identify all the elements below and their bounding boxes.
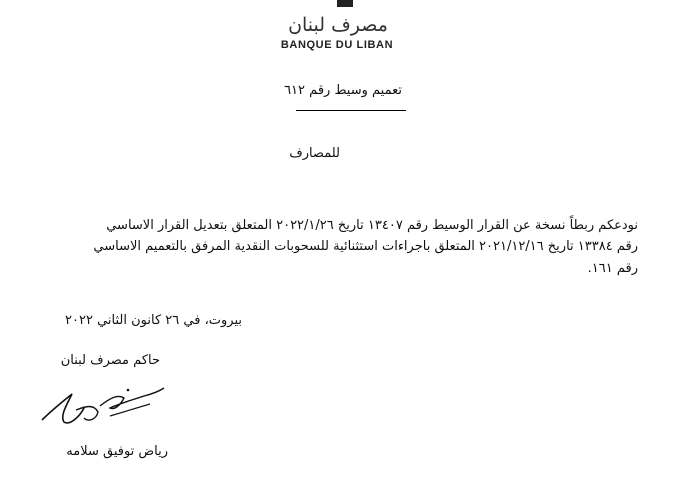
logo-english: BANQUE DU LIBAN	[280, 39, 394, 51]
logo-arabic: مصرف لبنان	[288, 14, 388, 36]
dateline: بيروت، في ٢٦ كانون الثاني ٢٠٢٢	[65, 313, 242, 328]
body-line-2: رقم ١٣٣٨٤ تاريخ ٢٠٢١/١٢/١٦ المتعلق باجراءات استثنائية للسحوبات النقدية المرفق بالتعميم الاساسي	[93, 239, 638, 254]
addressee: للمصارف	[289, 146, 340, 161]
body-line-3: رقم ١٦١.	[587, 261, 638, 276]
handwritten-signature	[40, 380, 170, 428]
body-line-1: نودعكم ربطاً نسخة عن القرار الوسيط رقم ١٣٤٠٧ تاريخ ٢٠٢٢/١/٢٦ المتعلق بتعديل القرار الاساسي	[106, 218, 638, 233]
signatory-title: حاكم مصرف لبنان	[60, 353, 160, 368]
logo-emblem-icon	[330, 0, 360, 12]
title-underline	[296, 110, 406, 111]
circular-title: تعميم وسيط رقم ٦١٢	[284, 83, 402, 98]
signatory-name: رياض توفيق سلامه	[66, 444, 168, 459]
